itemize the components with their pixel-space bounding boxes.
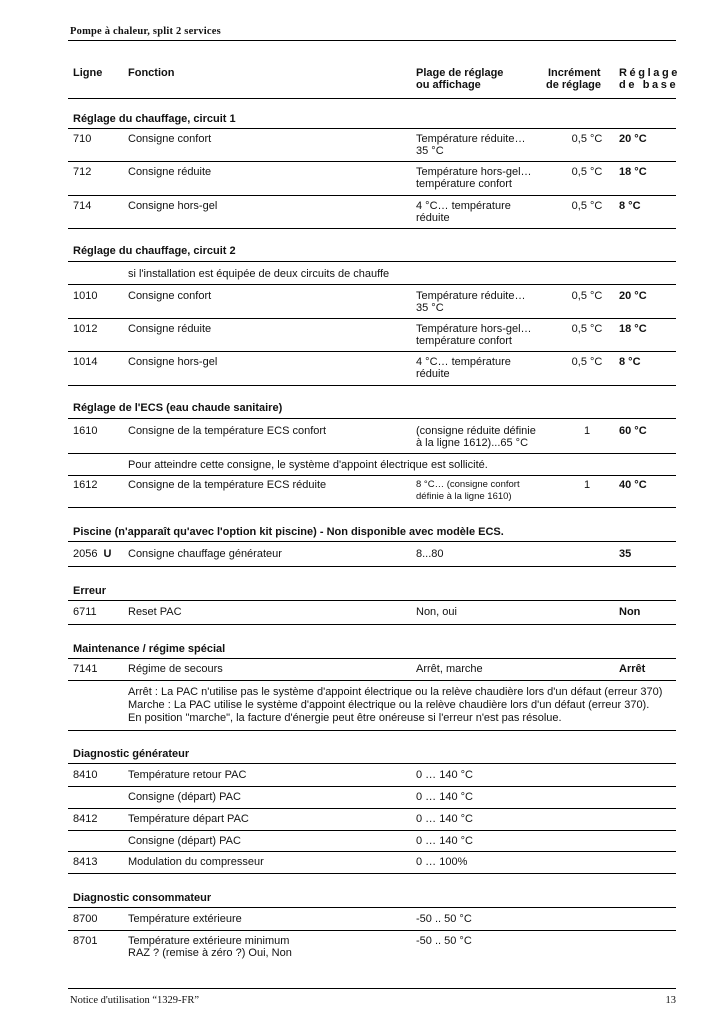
col-fonction: Fonction [128,67,175,79]
row-rule [68,830,676,831]
section-rule [68,418,676,419]
col-base-1: Réglage [619,67,680,79]
row-fonction: Consigne chauffage générateur [128,548,282,560]
col-plage-2: ou affichage [416,79,481,91]
row-rule [68,680,676,681]
row-rule [68,475,676,476]
col-plage-1: Plage de réglage [416,67,504,79]
row-increment: 0,5 °C [571,323,603,335]
row-base: Arrêt [619,663,646,675]
section-title-maintenance: Maintenance / régime spécial [73,643,226,655]
row-rule [68,851,676,852]
row-ligne: 1612 [73,479,98,491]
header-rule [68,40,676,41]
row-rule [68,808,676,809]
row-increment: 1 [583,425,591,437]
row-base: 18 °C [619,323,647,335]
row-ligne: 710 [73,133,92,145]
row-rule [68,930,676,931]
row-ligne: 1610 [73,425,98,437]
col-increment-2: de réglage [546,79,602,91]
row-increment: 1 [583,479,591,491]
section-rule [68,600,676,601]
row-fonction: Température retour PAC [128,769,247,781]
maintenance-note-3: En position "marche", la facture d'énergie peut être onéreuse si l'erreur n'est pas résolue. [128,712,562,724]
row-base: 8 °C [619,200,641,212]
row-base: 18 °C [619,166,647,178]
row-plage: 0 … 140 °C [416,791,473,803]
row-increment: 0,5 °C [571,200,603,212]
col-increment-1: Incrément [548,67,601,79]
row-base: 8 °C [619,356,641,368]
row-fonction: Modulation du compresseur [128,856,264,868]
row-fonction: Régime de secours [128,663,223,675]
row-rule [68,730,676,731]
row-plage: Température hors-gel… température confort [416,323,532,347]
row-ligne: 714 [73,200,92,212]
row-plage: 0 … 140 °C [416,813,473,825]
row-ligne: 1012 [73,323,98,335]
row-base: 20 °C [619,290,647,302]
row-ligne: 8412 [73,813,98,825]
row-rule [68,318,676,319]
row-plage: 0 … 140 °C [416,835,473,847]
row-fonction: Consigne de la température ECS réduite [128,479,327,491]
row-tag: U [103,548,112,560]
row-base: 35 [619,548,632,560]
section-title-chauffage2: Réglage du chauffage, circuit 2 [73,245,236,257]
row-plage: Température hors-gel… température confort [416,166,532,190]
columns-rule [68,98,676,99]
row-increment: 0,5 °C [571,356,603,368]
row-fonction: Consigne (départ) PAC [128,835,241,847]
section-rule [68,658,676,659]
col-base-2: de base [619,79,679,91]
section-rule [68,261,676,262]
row-rule [68,453,676,454]
section-title-diag-gen: Diagnostic générateur [73,748,190,760]
row-plage: Température réduite… 35 °C [416,290,526,314]
page-header-title: Pompe à chaleur, split 2 services [70,26,221,37]
row-plage: -50 .. 50 °C [416,913,472,925]
row-base: Non [619,606,641,618]
row-fonction: Reset PAC [128,606,182,618]
row-increment: 0,5 °C [571,166,603,178]
row-rule [68,351,676,352]
row-rule [68,873,676,874]
row-base: 20 °C [619,133,647,145]
row-increment: 0,5 °C [571,290,603,302]
section-title-piscine: Piscine (n'apparaît qu'avec l'option kit piscine) - Non disponible avec modèle ECS. [73,526,504,538]
page-number: 13 [665,995,676,1006]
row-base: 60 °C [619,425,647,437]
row-plage: 8 °C… (consigne confort définie à la ligne 1610) [416,479,520,502]
row-rule [68,507,676,508]
maintenance-note-1: Arrêt : La PAC n'utilise pas le système d'appoint électrique ou la relève chaudière lors d'un défaut (erreur 370) [128,686,663,698]
row-ligne: 712 [73,166,92,178]
section-title-diag-cons: Diagnostic consommateur [73,892,212,904]
section-rule [68,128,676,129]
section-rule [68,541,676,542]
row-ligne: 1010 [73,290,98,302]
row-plage: (consigne réduite définie à la ligne 1612)...65 °C [416,425,536,449]
row-plage: Température réduite… 35 °C [416,133,526,157]
row-rule [68,624,676,625]
row-ligne: 2056 U [73,548,112,560]
row-fonction: Température départ PAC [128,813,249,825]
row-rule [68,284,676,285]
row-plage: 4 °C… température réduite [416,200,511,224]
maintenance-note-2: Marche : La PAC utilise le système d'appoint électrique ou la relève chaudière lors d'un défaut (erreur 370). [128,699,650,711]
row-plage: Arrêt, marche [416,663,483,675]
row-fonction: Consigne réduite [128,166,212,178]
row-ligne: 8410 [73,769,98,781]
row-fonction: Consigne hors-gel [128,200,218,212]
footer-document-name: Notice d'utilisation “1329-FR” [70,995,200,1006]
section-note: Pour atteindre cette consigne, le système d'appoint électrique est sollicité. [128,459,488,471]
section-title-chauffage1: Réglage du chauffage, circuit 1 [73,113,236,125]
row-base: 40 °C [619,479,647,491]
row-fonction: Consigne réduite [128,323,212,335]
row-plage: 0 … 100% [416,856,468,868]
col-ligne: Ligne [73,67,103,79]
row-fonction: Consigne de la température ECS confort [128,425,327,437]
section-title-erreur: Erreur [73,585,107,597]
row-rule [68,566,676,567]
row-ligne: 6711 [73,606,97,618]
row-fonction: Consigne confort [128,290,212,302]
row-fonction: Consigne hors-gel [128,356,218,368]
row-rule [68,195,676,196]
row-ligne: 7141 [73,663,98,675]
row-fonction: Température extérieure [128,913,242,925]
row-rule [68,161,676,162]
row-ligne: 8413 [73,856,98,868]
footer-rule [68,988,676,989]
row-fonction: Consigne (départ) PAC [128,791,241,803]
row-fonction: Consigne confort [128,133,212,145]
row-ligne: 8700 [73,913,98,925]
section-note: si l'installation est équipée de deux circuits de chauffe [128,268,390,280]
row-ligne: 8701 [73,935,98,947]
row-plage: -50 .. 50 °C [416,935,472,947]
section-rule [68,907,676,908]
row-increment: 0,5 °C [571,133,603,145]
row-plage: 8...80 [416,548,444,560]
row-rule [68,786,676,787]
section-rule [68,763,676,764]
row-ligne: 1014 [73,356,98,368]
row-plage: 4 °C… température réduite [416,356,511,380]
row-rule [68,385,676,386]
row-plage: Non, oui [416,606,457,618]
section-title-ecs: Réglage de l'ECS (eau chaude sanitaire) [73,402,283,414]
row-rule [68,228,676,229]
row-fonction: Température extérieure minimum RAZ ? (remise à zéro ?) Oui, Non [128,935,292,959]
row-plage: 0 … 140 °C [416,769,473,781]
